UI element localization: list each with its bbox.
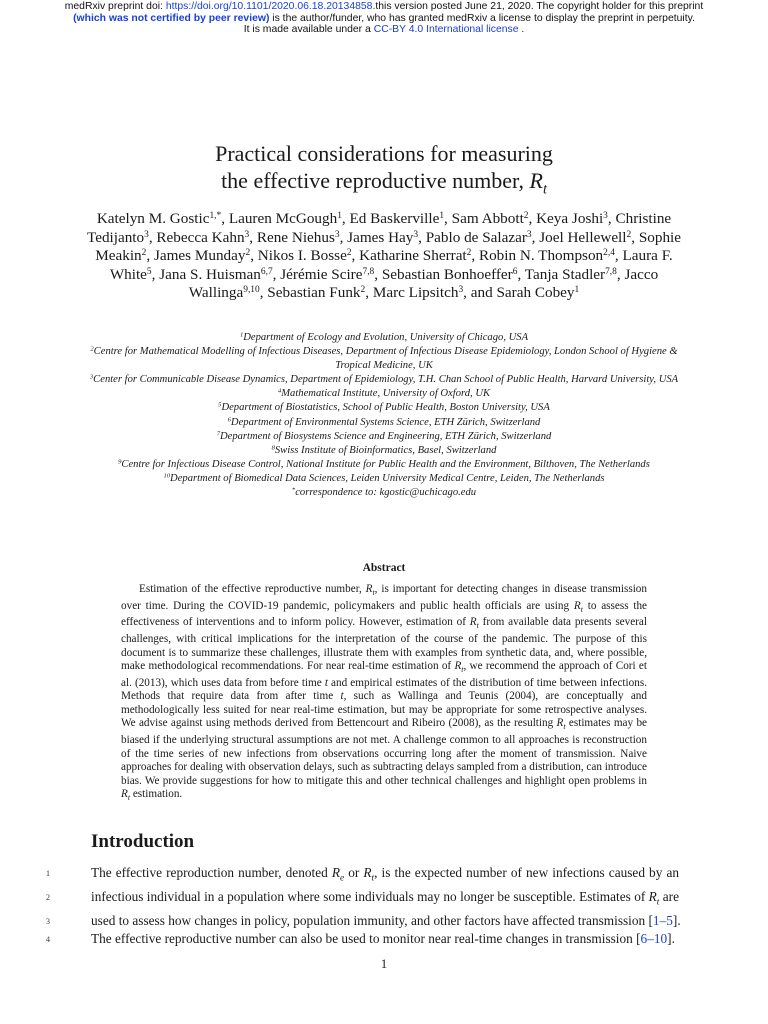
introduction-line [46,888,679,912]
author-affiliation-marker: 3 [458,285,464,296]
affiliation [80,331,688,345]
author-affiliation-marker: 1 [439,210,445,221]
affiliation-marker: 10 [163,472,171,480]
affiliation [80,373,688,387]
author-affiliation-marker: 2,4 [603,248,615,259]
affiliation-marker: 6 [227,415,231,423]
author-name: Sebastian Bonhoeffer [381,265,513,283]
paper-title: Practical considerations for measuring the effective reproductive number, $R_t$ [215,141,553,198]
preprint-banner-line-3: It is made available under a CC-BY 4.0 International license . [243,24,525,35]
author-affiliation-marker: 2 [141,248,147,259]
author-name: Rebecca Kahn [156,228,245,246]
affiliation [80,401,688,415]
abstract-text [121,583,647,805]
author-name: Christine Tedijanto [86,210,672,246]
affiliation [80,472,688,486]
affiliation-text: correspondence to: kgostic@uchicago.edu [295,487,477,499]
author-name: James Munday [153,247,246,265]
author-name: Sarah Cobey [496,284,575,302]
line-number: 4 [46,934,50,944]
author-affiliation-marker: 5 [146,266,152,277]
affiliation-marker: 1 [239,331,244,339]
affiliation [80,430,688,444]
author-name: Sebastian Funk [267,284,361,302]
line-number: 2 [46,893,50,903]
author-name: Jana S. Huisman [159,265,261,283]
author-name: Keya Joshi [536,210,604,227]
preprint-banner-line-2: (which was not certified by peer review) is the author/funder, who has granted medRxiv a license to display the preprint in perpetuity. [73,13,695,24]
line-number: 1 [46,869,50,878]
affiliation [80,387,688,401]
author-and: and [470,284,493,302]
author-name: Jérémie Scire [280,265,363,283]
affiliation-text: Department of Ecology and Evolution, University of Chicago, USA [243,332,529,343]
line-number: 3 [46,917,50,927]
citation-link[interactable]: 6–10 [640,930,668,946]
affiliation [80,486,688,500]
author-affiliation-marker: 1 [574,285,580,296]
author-affiliation-marker: 6,7 [260,266,273,277]
author-name: Sam Abbott [451,210,524,227]
doi-link[interactable]: https://doi.org/10.1101/2020.06.18.20134858. [165,1,376,12]
affiliation-list [80,331,688,500]
author-name: Katelyn M. Gostic [96,210,210,227]
author-affiliation-marker: 3 [144,229,149,240]
preprint-banner-line-1: medRxiv preprint doi: https://doi.org/10.1101/2020.06.18.20134858.this version posted June 21, 2020. The copyright holder for this preprint [64,1,704,12]
affiliation-text: Centre for Mathematical Modelling of Infectious Diseases, Department of Infectious Disease Epidemiology, London School of Hygiene & Tropical Medicine, UK [93,346,678,372]
author-affiliation-marker: 3 [413,229,419,240]
author-affiliation-marker: 2 [626,229,632,240]
affiliation-text: Department of Biomedical Data Sciences, Leiden University Medical Centre, Leiden, The Netherlands [170,472,605,484]
author-affiliation-marker: 2 [523,210,529,221]
author-affiliation-marker: 1,* [209,210,222,221]
citation-link[interactable]: 1–5 [652,913,673,929]
introduction-body [46,864,681,947]
author-affiliation-marker: 2 [245,248,251,259]
affiliation-marker: 3 [89,373,94,381]
author-name: Katharine Sherrat [359,247,467,265]
abstract-body: Estimation of the effective reproductive number, $R_t$, is important for detecting changes in disease transmission over time. During the COVID-19 pandemic, policymakers and public health officials are using $R_t$ to assess the effectiveness of interventions and to inform policy. However, estimation of $R_t$ from available data presents several challenges, with critical implications for the interpretation of the course of the pandemic. The purpose of this document is to summarize these challenges, illustrate them with examples from synthetic data, and, where possible, make methodological recommendations. For near real-time estimation of $R_t$, we recommend the approach of Cori et al. (2013), which uses data from before time t and empirical estimates of the distribution of time between infections. Methods that require data from after time t, such as Wallinga and Teunis (2004), are conceptually and methodologically less suited for near real-time estimation, but may be appropriate for some retrospective analyses. We advise against using methods derived from Bettencourt and Ribeiro (2008), as the resulting $R_t$ estimates may be biased if the underlying structural assumptions are not met. A challenge common to all approaches is reconstruction of the time series of new infections from observations occurring long after the moment of transmission. Naive approaches for dealing with observation delays, such as subtracting delays sampled from a distribution, can introduce bias. We provide suggestions for how to mitigate this and other technical challenges and highlight open problems in $R_t$ estimation. [121,583,648,803]
author-name: Joel Hellewell [539,228,627,246]
author-name: Robin N. Thompson [478,247,604,265]
affiliation-marker: 4 [277,387,282,395]
introduction-heading: Introduction [91,831,195,852]
author-name: James Hay [347,228,414,246]
introduction-line [46,864,680,888]
affiliation [80,458,688,472]
author-affiliation-marker: 9,10 [243,285,260,296]
affiliation-marker: 7 [216,430,220,438]
affiliation-text: Center for Communicable Disease Dynamics, Department of Epidemiology, T.H. Chan School of Public Health, Harvard University, USA [93,374,679,386]
author-affiliation-marker: 3 [526,229,532,240]
author-name: Ed Baskerville [349,210,440,227]
author-name: Nikos I. Bosse [257,247,347,265]
peer-review-note: (which was not certified by peer review) [73,13,270,24]
author-list: Katelyn M. Gostic$^{1,*}$, Lauren McGough$^1$, Ed Baskerville$^1$, Sam Abbott$^2$, Keya Joshi$^3$, Christine Tedijanto$^3$, Rebecca Kahn$^3$, Rene Niehus$^3$, James Hay$^3$, Pablo de Salazar$^3$, Joel Hellewell$^2$, Sophie Meakin$^2$, James Munday$^2$, Nikos I. Bosse$^2$, Katharine Sherrat$^2$, Robin N. Thompson$^{2,4}$, Laura F. White$^5$, Jana S. Huisman$^{6,7}$, Jérémie Scire$^{7,8}$, Sebastian Bonhoeffer$^6$, Tanja Stadler$^{7,8}$, Jacco Wallinga$^{9,10}$, Sebastian Funk$^2$, Marc Lipsitch$^3$, and Sarah Cobey$^1$ [86,210,682,302]
author-name: Sophie Meakin [95,228,682,265]
author-affiliation-marker: 2 [346,248,352,259]
introduction-line [46,912,681,929]
author-name: Rene Niehus [256,228,335,246]
author-name: Laura F. White [109,247,673,283]
affiliation-marker: * [291,486,296,494]
affiliation-marker: 8 [271,444,275,452]
author-affiliation-marker: 3 [603,210,608,221]
line-text: used to assess how changes in policy, population immunity, and other factors have affected transmission [1–5]. [91,913,681,929]
affiliation-text: Department of Biosystems Science and Engineering, ETH Zürich, Switzerland [219,430,552,442]
author-affiliation-marker: 7,8 [362,266,375,277]
affiliation-text: Mathematical Institute, University of Oxford, UK [281,388,491,400]
author-affiliation-marker: 2 [466,248,472,259]
affiliation-marker: 9 [118,458,122,466]
affiliation-marker: 2 [90,345,94,353]
author-affiliation-marker: 1 [337,210,342,221]
author-name: Tanja Stadler [524,265,606,283]
author-affiliation-marker: 3 [334,229,340,240]
abstract-heading: Abstract [362,562,406,574]
author-affiliation-marker: 3 [244,229,250,240]
line-text: The effective reproduction number, denoted $R_e$ or $R_t$, is the expected number of new infections caused by an [91,865,680,884]
affiliation [80,444,688,458]
author-affiliation-marker: 2 [360,285,366,296]
author-name: Marc Lipsitch [372,284,459,302]
author-name: Lauren McGough [228,210,338,227]
affiliation-marker: 5 [218,401,222,409]
affiliation-text: Department of Biostatistics, School of Public Health, Boston University, USA [221,402,550,414]
affiliation [80,345,688,373]
page-number: 1 [380,957,388,971]
line-text: The effective reproductive number can also be used to monitor near real-time changes in transmission [6–10]. [91,930,675,946]
author-name: Pablo de Salazar [425,228,527,246]
affiliation-text: Centre for Infectious Disease Control, National Institute for Public Health and the Environment, Bilthoven, The Netherlands [121,458,650,470]
line-text: infectious individual in a population where some individuals may no longer be susceptible. Estimates of $R_t$ are [91,889,679,908]
affiliation [80,416,688,430]
affiliation-text: Department of Environmental Systems Science, ETH Zürich, Switzerland [230,416,541,428]
author-affiliation-marker: 6 [512,266,518,277]
license-link[interactable]: CC-BY 4.0 International license [373,24,519,35]
author-name: Jacco Wallinga [188,265,659,302]
affiliation-text: Swiss Institute of Bioinformatics, Basel, Switzerland [274,444,497,456]
introduction-line [46,930,679,947]
author-affiliation-marker: 7,8 [605,266,617,277]
